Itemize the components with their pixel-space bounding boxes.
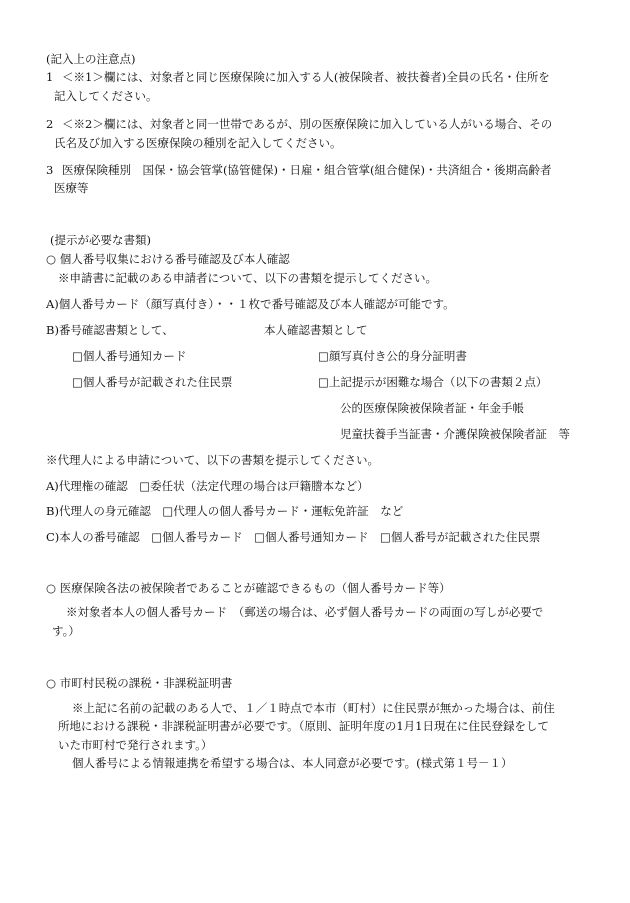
note-2-line1: ＜※2＞欄には、対象者と同一世帯であるが、別の医療保険に加入している人がいる場合、その	[62, 117, 553, 131]
note-1-line1: ＜※1＞欄には、対象者と同じ医療保険に加入する人(被保険者、被扶養者)全員の氏名・住所を	[62, 70, 550, 84]
tax-title: ○ 市町村民税の課税・非課税証明書	[46, 676, 233, 690]
insurance-line2: す。）	[52, 624, 80, 638]
note-2-number: 2	[46, 117, 54, 131]
note-2-line2: 氏名及び加入する医療保険の種別を記入してください。	[54, 136, 342, 150]
doc-photo-id: □顔写真付き公的身分証明書	[318, 349, 467, 363]
note-1-number: 1	[46, 70, 54, 84]
insurance-title: ○ 医療保険各法の被保険者であることが確認できるもの（個人番号カード等）	[46, 581, 451, 595]
mynumber-title: ○ 個人番号収集における番号確認及び本人確認	[46, 252, 290, 266]
mynumber-option-a: A)個人番号カード（顔写真付き）・・１枚で番号確認及び本人確認が可能です。	[46, 297, 455, 311]
insurance-line1: ※対象者本人の個人番号カード （郵送の場合は、必ず個人番号カードの両面の写しが必要で	[66, 605, 544, 619]
tax-line2: 所地における課税・非課税証明書が必要です。（原則、証明年度の1月1日現在に住民登録をして	[58, 719, 549, 733]
agent-option-a: A)代理権の確認 □委任状（法定代理の場合は戸籍謄本など）	[46, 479, 369, 493]
doc-alternative-sub1: 公的医療保険被保険者証・年金手帳	[340, 401, 524, 415]
note-3-line1: 医療保険種別 国保・協会管掌(協管健保)・日雇・組合管掌(組合健保)・共済組合・後期高齢者	[62, 163, 552, 177]
doc-alternative-sub2: 児童扶養手当証書・介護保険被保険者証 等	[340, 427, 570, 441]
mynumber-intro: ※申請書に記載のある申請者について、以下の書類を提示してください。	[58, 271, 438, 285]
doc-alternative: □上記提示が困難な場合（以下の書類２点）	[318, 375, 548, 389]
note-1-line2: 記入してください。	[54, 89, 158, 103]
identity-docs-label: 本人確認書類として	[264, 323, 368, 337]
mynumber-option-b-label: B)番号確認書類として、	[46, 323, 174, 337]
tax-line3: いた市町村で発行されます。）	[58, 738, 213, 752]
docs-heading: (提示が必要な書類)	[50, 233, 151, 247]
notes-heading: (記入上の注意点)	[46, 52, 136, 66]
tax-line4: 個人番号による情報連携を希望する場合は、本人同意が必要です。(様式第１号－１）	[72, 756, 513, 770]
tax-line1: ※上記に名前の記載のある人で、１／１時点で本市（町村）に住民票が無かった場合は、前住	[72, 701, 555, 715]
agent-option-c: C)本人の番号確認 □個人番号カード □個人番号通知カード □個人番号が記載された住民票	[46, 530, 541, 544]
agent-option-b: B)代理人の身元確認 □代理人の個人番号カード・運転免許証 など	[46, 504, 404, 518]
note-3-line2: 医療等	[54, 181, 89, 195]
agent-intro: ※代理人による申請について、以下の書類を提示してください。	[46, 453, 380, 467]
note-3-number: 3	[46, 163, 54, 177]
doc-notification-card: □個人番号通知カード	[72, 349, 187, 363]
doc-resident-record: □個人番号が記載された住民票	[72, 375, 233, 389]
